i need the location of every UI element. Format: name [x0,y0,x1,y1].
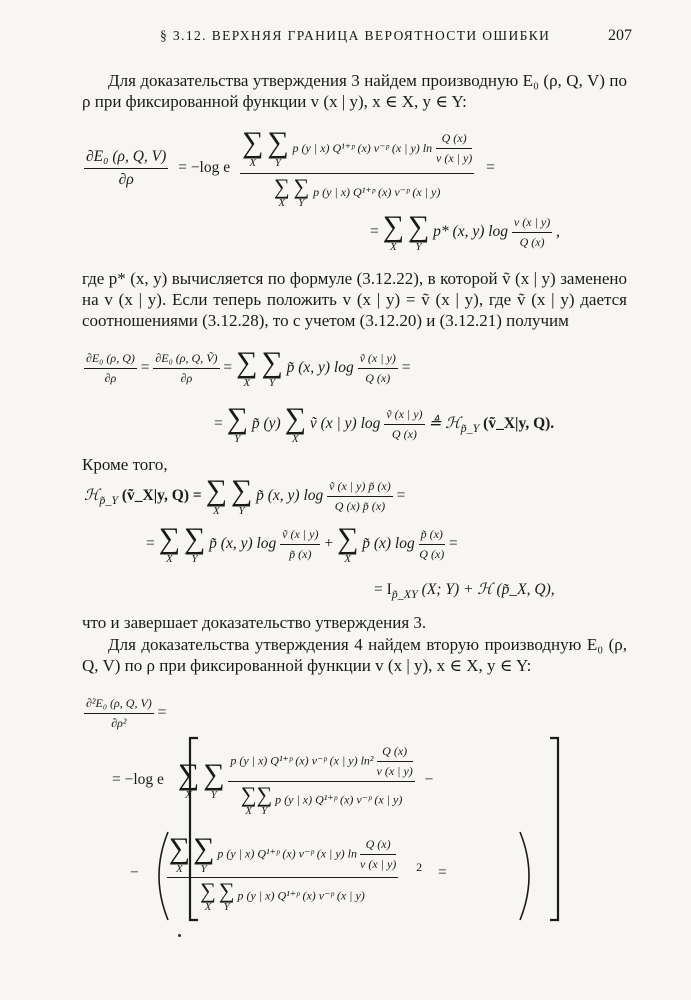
eq1-main-fraction: ∑ X ∑ Y p (y | x) Q¹⁺ᵖ (x) v⁻ᵖ (x | y) ln $\frac{Q (x)}{v (x | y)}$ ∑ X ∑ Y p (y | x) Q¹⁺ᵖ (x) v⁻ᵖ (x | y) [242,126,473,209]
page-number: 207 [608,27,632,44]
equation-1: $\frac{\text{∂E₀ (ρ, Q, V)}}{\partial\rho}$ = −log e ∑ X ∑ Y p (y | x) Q¹⁺ᵖ (x) v⁻ᵖ (x | y) ln $\frac{Q (x)}{v (x | y)}$ ∑ X ∑ Y p (y | x) Q¹⁺ᵖ (x) v⁻ᵖ (x | y) = [86,126,495,209]
equation-2: = ∑ X ∑ Y p* (x, y) log $\frac{v (x | y)}{Q (x)}$ , [370,210,560,253]
paragraph-5: Для доказательства утверждения 4 найдем вторую производную E₀ (ρ, Q, V) по ρ при фиксированной функции v (x | y), x ∈ X, y ∈ Y: [82,635,627,675]
section-title: § 3.12. ВЕРХНЯЯ ГРАНИЦА ВЕРОЯТНОСТИ ОШИБКИ [160,28,551,43]
eq9-fraction: p (y | x) Q¹⁺ᵖ (x) v⁻ᵖ (x | y) ln² $\frac{Q (x)}{v (x | y)}$ ∑ X ∑ Y p (y | x) Q¹⁺ᵖ (x) v⁻ᵖ (x | y) [230,744,413,817]
speck [178,934,181,937]
equation-3: $\frac{\text{∂E₀ (ρ, Q)}}{\partial\rho}$ = $\frac{\text{∂E₀ (ρ, Q, Ṽ)}}{\partial\rho}$ = ∑ X ∑ Y p̃ (x, y) log $\frac{\text{ṽ (x | y)}}{Q (x)}$ = [86,346,411,389]
paragraph-2: где p* (x, y) вычисляется по формуле (3.12.22), в которой ṽ (x | y) заменено на v (x | y). Если теперь положить v (x | y) = ṽ (x | y), где ṽ (x | y) дается соотношениями (3.12.28), то с учетом (3.12.20) и (3.12.21) получим [82,269,627,330]
right-paren [520,832,529,920]
equation-5: ℋ$_{p̃\_Y}$ (ṽ_X|y, Q) = ∑ X ∑ Y p̃ (x, y) log $\frac{\text{ṽ (x | y) p̃ (x)}}{Q (x) p̃ (x)}$ = [84,474,406,517]
equation-9: = −log e ∑ X ∑ Y p (y | x) Q¹⁺ᵖ (x) v⁻ᵖ (x | y) ln² $\frac{Q (x)}{v (x | y)}$ ∑ X ∑ Y p (y | x) Q¹⁺ᵖ (x) v⁻ᵖ (x | y) − [112,744,434,817]
equation-8: $\frac{\text{∂²E₀ (ρ, Q, V)}}{\text{∂ρ²}}$ = [86,696,167,730]
equation-7: = $I_{p̃\_XY}$ (X; Y) + ℋ (p̃_X, Q), [374,581,555,602]
equation-4: = ∑ Y p̃ (y) ∑ X ṽ (x | y) log $\frac{\text{ṽ (x | y)}}{Q (x)}$ ≜ ℋ$_{p̃\_Y}$ (ṽ_X|y, Q). [214,402,555,445]
equation-10: − ∑ X ∑ Y p (y | x) Q¹⁺ᵖ (x) v⁻ᵖ (x | y) ln $\frac{Q (x)}{v (x | y)}$ ∑ X ∑ Y p (y | x) Q¹⁺ᵖ (x) v⁻ᵖ (x | y) $^2$ = [130,832,447,913]
right-square-bracket [550,738,558,920]
eq1-lhs: $\frac{\text{∂E₀ (ρ, Q, V)}}{\partial\rho}$ [86,148,167,188]
equation-6: = ∑ X ∑ Y p̃ (x, y) log $\frac{\text{ṽ (x | y)}}{p̃ (x)}$ + ∑ X p̃ (x) log $\frac{p̃ (x)}{Q (x)}$ = [146,522,458,565]
paragraph-1: Для доказательства утверждения 3 найдем производную E₀ (ρ, Q, V) по ρ при фиксированной функции v (x | y), x ∈ X, y ∈ Y: [82,71,627,111]
running-header [0,28,691,52]
eq10-fraction: ∑ X ∑ Y p (y | x) Q¹⁺ᵖ (x) v⁻ᵖ (x | y) ln $\frac{Q (x)}{v (x | y)}$ ∑ X ∑ Y p (y | x) Q¹⁺ᵖ (x) v⁻ᵖ (x | y) [168,832,397,913]
paragraph-3: Кроме того, [82,455,168,474]
eq1-minus-log: = −log e [178,159,231,177]
paragraph-4: что и завершает доказательство утверждения 3. [82,613,427,632]
